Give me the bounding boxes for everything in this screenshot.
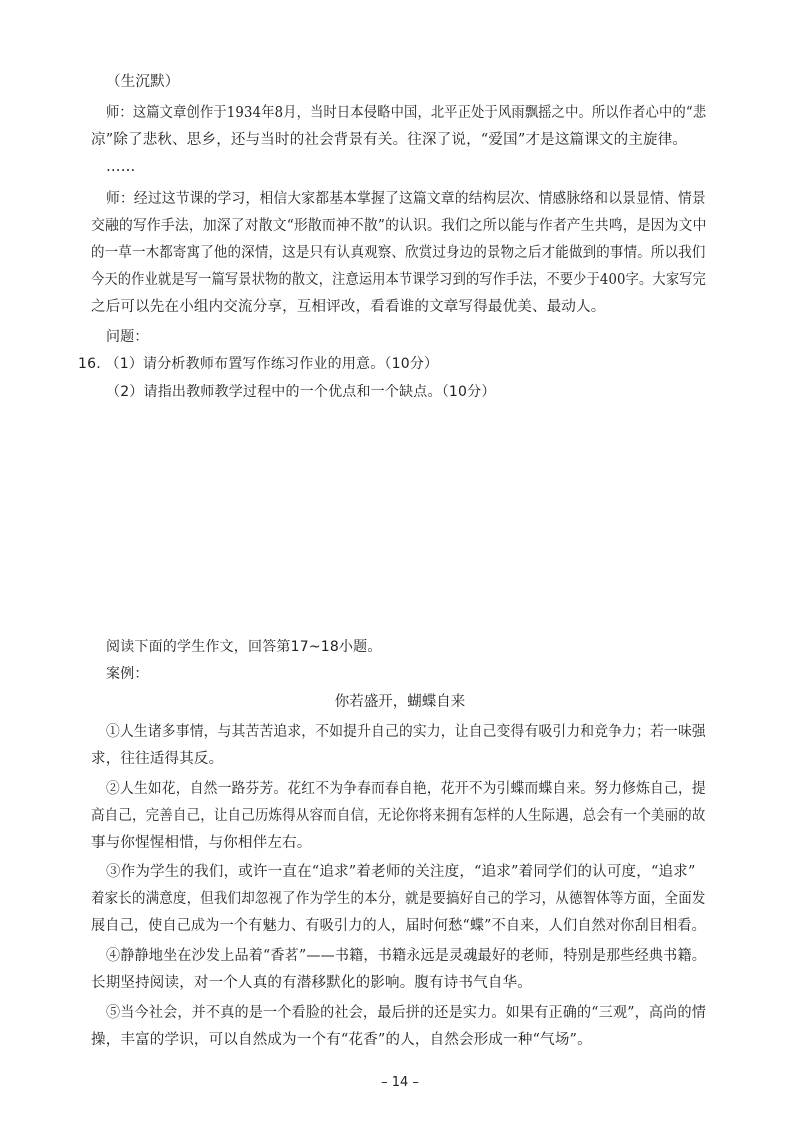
page-number: – 14 – — [381, 1075, 419, 1090]
teacher-line: 凉”除了悲秋、思乡，还与当时的社会背景有关。往深了说，“爱国”才是这篇课文的主旋律。 — [91, 132, 688, 148]
ellipsis: …… — [106, 159, 136, 175]
essay-line: 操，丰富的学识，可以自然成为一个有“花香”的人，自然会形成一种“气场”。 — [91, 1032, 592, 1048]
question-16-2: （2）请指出教师教学过程中的一个优点和一个缺点。（10分） — [106, 384, 496, 400]
case-label: 案例： — [106, 666, 149, 682]
essay-line: 长期坚持阅读，对一个人真的有潜移默化的影响。腹有诗书气自华。 — [91, 975, 532, 991]
essay-line: 事与你惺惺相惜，与你相伴左右。 — [91, 835, 312, 851]
essay-line: ④静静地坐在沙发上品着“香茗”——书籍，书籍永远是灵魂最好的老师，特别是那些经典书籍。 — [106, 948, 707, 964]
teacher-line: 之后可以先在小组内交流分享，互相评改，看看谁的文章写得最优美、最动人。 — [91, 299, 606, 315]
essay-line: 着家长的满意度，但我们却忽视了作为学生的本分，就是要搞好自己的学习，从德智体等方面，全面发 — [91, 891, 706, 907]
reading-intro: 阅读下面的学生作文，回答第17~18小题。 — [106, 639, 382, 655]
question-16-1: 16. （1）请分析教师布置写作练习作业的用意。（10分） — [78, 356, 439, 372]
teacher-line: 的一草一木都寄寓了他的深情，这是只有认真观察、欣赏过身边的景物之后才能做到的事情。所以我们 — [91, 245, 706, 261]
essay-line: ⑤当今社会，并不真的是一个看脸的社会，最后拼的还是实力。如果有正确的“三观”，高尚的情 — [106, 1005, 707, 1021]
questions-label: 问题： — [106, 329, 149, 345]
teacher-line: 交融的写作手法，加深了对散文“形散而神不散”的认识。我们之所以能与作者产生共鸣，是因为文中 — [91, 218, 707, 234]
essay-line: 求，往往适得其反。 — [91, 751, 224, 767]
stage-direction: （生沉默） — [106, 74, 180, 90]
essay-line: 展自己，使自己成为一个有魅力、有吸引力的人，届时何愁“蝶”不自来，人们自然对你刮目相看。 — [91, 918, 706, 934]
teacher-line: 师：这篇文章创作于1934年8月，当时日本侵略中国，北平正处于风雨飘摇之中。所以作者心中的“悲 — [106, 105, 707, 121]
essay-line: 高自己，完善自己，让自己历炼得从容而自信，无论你将来拥有怎样的人生际遇，总会有一个美丽的故 — [91, 808, 706, 824]
teacher-line: 今天的作业就是写一篇写景状物的散文，注意运用本节课学习到的写作手法，不要少于400字。大家写完 — [91, 272, 706, 288]
essay-line: ①人生诸多事情，与其苦苦追求，不如提升自己的实力，让自己变得有吸引力和竞争力；若一味强 — [106, 724, 706, 740]
essay-line: ②人生如花，自然一路芬芳。花红不为争春而春自艳，花开不为引蝶而蝶自来。努力修炼自己，提 — [106, 781, 706, 797]
essay-title: 你若盛开，蝴蝶自来 — [334, 694, 466, 710]
essay-line: ③作为学生的我们，或许一直在“追求”着老师的关注度，“追求”着同学们的认可度，“追求” — [106, 864, 696, 880]
teacher-line: 师：经过这节课的学习，相信大家都基本掌握了这篇文章的结构层次、情感脉络和以景显情、情景 — [106, 191, 706, 207]
